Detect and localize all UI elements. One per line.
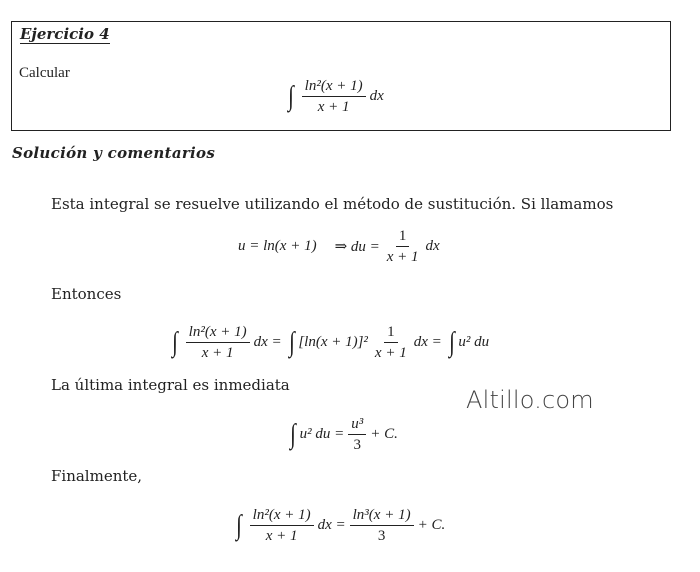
immediate-text: La última integral es inmediata [51, 376, 290, 394]
integral-sign-icon: ∫ [288, 326, 295, 358]
numerator: ln²(x + 1) [302, 78, 366, 97]
differential: dx [425, 238, 440, 254]
denominator: 3 [353, 437, 362, 453]
integral-sign-icon: ∫ [289, 418, 296, 450]
denominator: 3 [377, 528, 386, 544]
fraction [348, 416, 366, 453]
watermark-logo: Altillo.com [466, 386, 594, 414]
bracket-term: [ln(x + 1)]² [298, 334, 368, 350]
differential: dx = [413, 334, 442, 350]
integral-sign-icon: ∫ [235, 509, 242, 541]
substitution-equation [238, 228, 440, 265]
numerator: ln²(x + 1) [250, 507, 314, 526]
exercise-prompt: Calcular [19, 65, 70, 81]
fraction [384, 228, 422, 265]
integral-sign-icon: ∫ [171, 326, 178, 358]
exercise-integral [287, 78, 384, 115]
immediate-integral-equation [289, 416, 398, 453]
differential: dx = [317, 517, 346, 533]
fraction [350, 507, 414, 544]
numerator: ln³(x + 1) [350, 507, 414, 526]
integrand: u² du = [299, 426, 345, 442]
u-squared-du: u² du [458, 334, 490, 350]
exercise-title: Ejercicio 4 [20, 25, 110, 43]
solution-title: Solución y comentarios [12, 144, 216, 162]
fraction [186, 324, 250, 361]
denominator: x + 1 [317, 99, 350, 115]
substitution-lhs: u = ln(x + 1) [238, 238, 317, 254]
differential: dx = [253, 334, 282, 350]
denominator: x + 1 [386, 249, 419, 265]
numerator: u³ [348, 416, 366, 435]
fraction [250, 507, 314, 544]
substitution-chain-equation [171, 324, 489, 361]
integral-sign-icon: ∫ [287, 80, 294, 112]
numerator: ln²(x + 1) [186, 324, 250, 343]
implies-du: ⇒ du = [334, 239, 380, 255]
denominator: x + 1 [201, 345, 234, 361]
then-text: Entonces [51, 285, 122, 303]
constant: + C. [370, 426, 398, 442]
fraction [302, 78, 366, 115]
denominator: x + 1 [265, 528, 298, 544]
final-result-equation [235, 507, 445, 544]
numerator: 1 [384, 324, 398, 343]
fraction [372, 324, 410, 361]
constant: + C. [417, 517, 446, 533]
denominator: x + 1 [374, 345, 407, 361]
finally-text: Finalmente, [51, 467, 143, 485]
differential: dx [369, 88, 384, 104]
intro-text: Esta integral se resuelve utilizando el método de sustitución. Si llamamos [51, 195, 614, 213]
numerator: 1 [396, 228, 410, 247]
integral-sign-icon: ∫ [448, 326, 455, 358]
